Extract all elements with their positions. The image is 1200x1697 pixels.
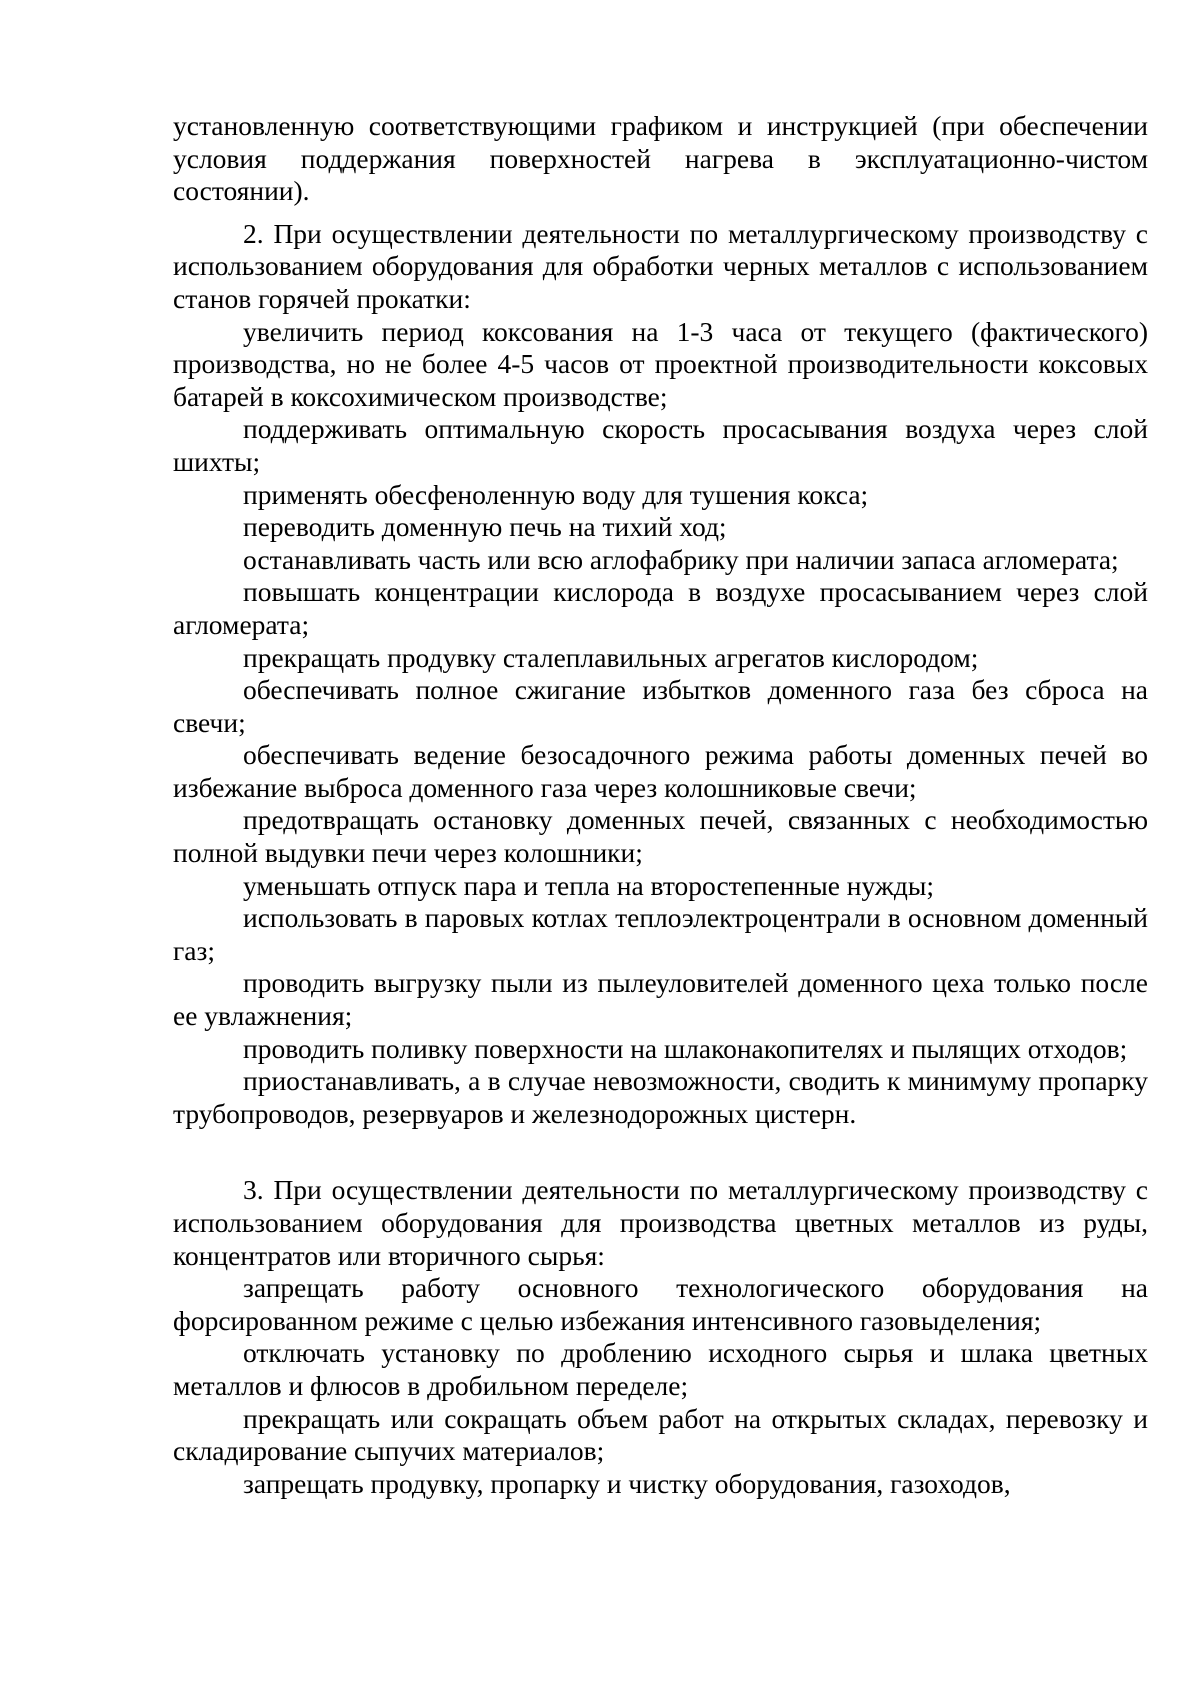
paragraph-dephenolized-water: применять обесфеноленную воду для тушения кокса; [243,478,869,510]
paragraph-furnace-stop-prevention: предотвращать остановку доменных печей, связанных с необходимостью полной выдувки печи через колошники; [173,804,1148,869]
paragraph-surface-watering: проводить поливку поверхности на шлаконакопителях и пылящих отходов; [243,1032,1128,1064]
paragraph-crushing-off: отключать установку по дроблению исходного сырья и шлака цветных металлов и флюсов в дробильном переделе; [173,1337,1148,1401]
paragraph-oxygen-concentration: повышать концентрации кислорода в воздухе просасыванием через слой агломерата; [173,576,1148,640]
paragraph-air-suction: поддерживать оптимальную скорость просасывания воздуха через слой шихты; [173,413,1148,477]
paragraph-non-settling-mode: обеспечивать ведение безосадочного режима работы доменных печей во избежание выброса доменного газа через колошниковые свечи; [173,739,1148,803]
paragraph-forced-mode-ban: запрещать работу основного технологического оборудования на форсированном режиме с целью избежания интенсивного газовыделения; [173,1272,1148,1336]
paragraph-oxygen-blowing-stop: прекращать продувку сталеплавильных агрегатов кислородом; [243,641,979,673]
paragraph-gas-combustion: обеспечивать полное сжигание избытков доменного газа без сброса на свечи; [173,674,1148,738]
paragraph-dust-unloading: проводить выгрузку пыли из пылеуловителей доменного цеха только после ее увлажнения; [173,967,1148,1032]
paragraph-continuation: установленную соответствующими графиком и инструкцией (при обеспечении условия поддержания поверхностей нагрева в эксплуатационно-чистом состоянии). [173,110,1148,207]
paragraph-blast-furnace-slow: переводить доменную печь на тихий ход; [243,511,727,543]
paragraph-coking-period: увеличить период коксования на 1-3 часа от текущего (фактического) производства, но не более 4-5 часов от проектной производительности коксовых батарей в коксохимическом производстве; [173,315,1148,412]
document-body [173,110,1148,1500]
paragraph-steam-heat-reduction: уменьшать отпуск пара и тепла на второстепенные нужды; [243,869,935,901]
paragraph-section-3-heading: 3. При осуществлении деятельности по металлургическому производству с использованием оборудования для производства цветных металлов из руды, концентратов или вторичного сырья: [173,1174,1148,1271]
paragraph-section-2-heading: 2. При осуществлении деятельности по металлургическому производству с использованием оборудования для обработки черных металлов с использованием станов горячей прокатки: [173,217,1148,314]
paragraph-boiler-gas: использовать в паровых котлах теплоэлектроцентрали в основном доменный газ; [173,902,1148,966]
paragraph-purge-ban: запрещать продувку, пропарку и чистку оборудования, газоходов, [243,1467,1011,1499]
paragraph-open-storage: прекращать или сокращать объем работ на открытых складах, перевозку и складирование сыпучих материалов; [173,1402,1148,1467]
paragraph-steaming-suspend: приостанавливать, а в случае невозможности, сводить к минимуму пропарку трубопроводов, резервуаров и железнодорожных цистерн. [173,1065,1148,1129]
paragraph-sinter-plant-stop: останавливать часть или всю аглофабрику при наличии запаса агломерата; [243,543,1119,575]
